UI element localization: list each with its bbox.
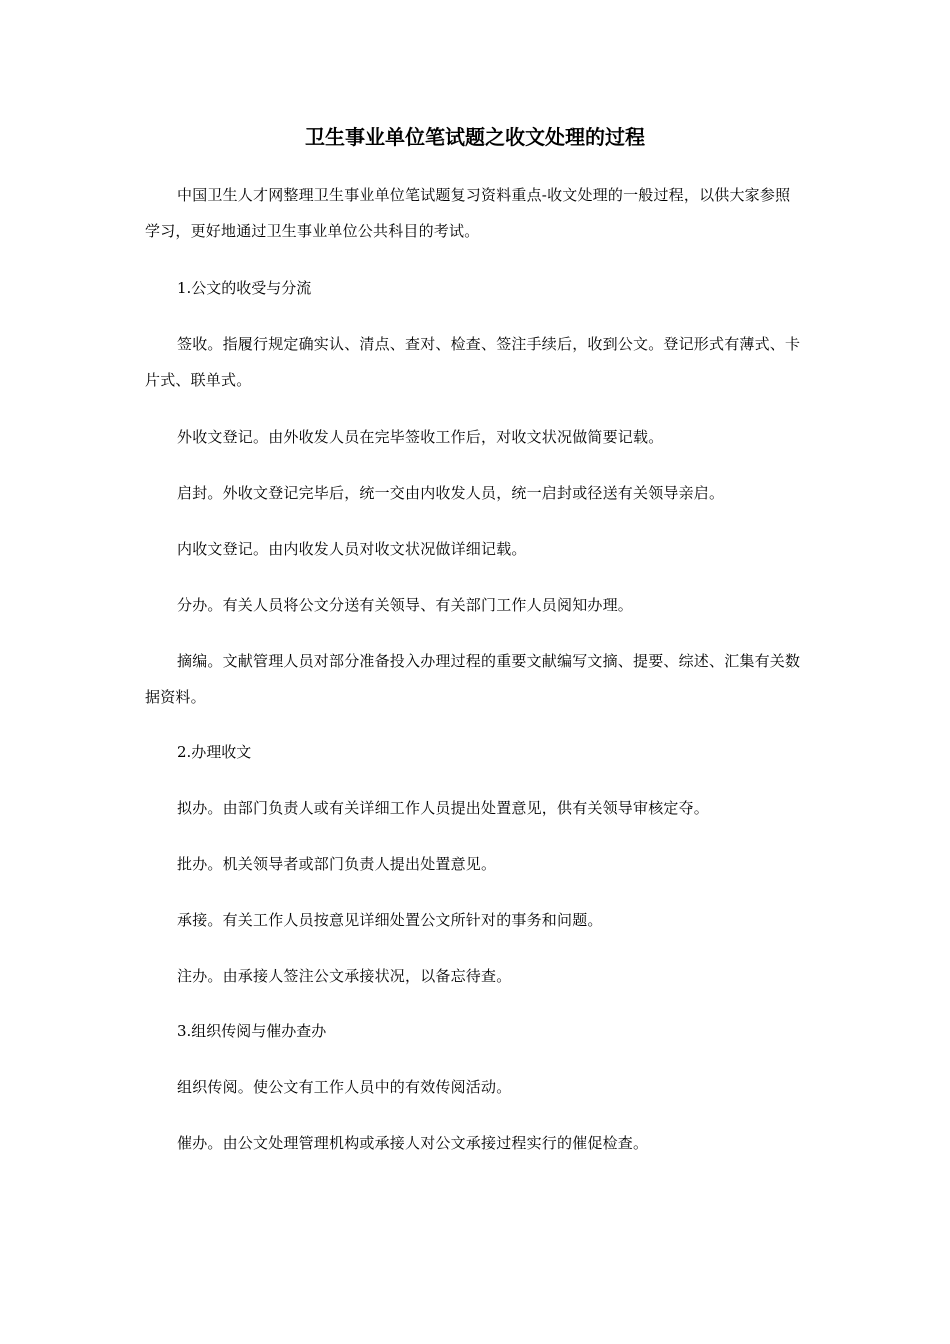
paragraph-unsealing: 启封。外收文登记完毕后，统一交由内收发人员，统一启封或径送有关领导亲启。	[177, 484, 725, 502]
section-heading-3: 3.组织传阅与催办查办	[177, 1022, 327, 1040]
paragraph-abstracting: 摘编。文献管理人员对部分准备投入办理过程的重要文献编写文摘、提要、综述、汇集有关数据资料。	[145, 652, 801, 706]
paragraph-annotation: 注办。由承接人签注公文承接状况，以备忘待查。	[177, 967, 512, 985]
section-heading-1: 1.公文的收受与分流	[177, 279, 312, 297]
paragraph-circulation: 组织传阅。使公文有工作人员中的有效传阅活动。	[177, 1078, 512, 1096]
paragraph-external-registration: 外收文登记。由外收发人员在完毕签收工作后，对收文状况做简要记载。	[177, 428, 664, 446]
paragraph-approval: 批办。机关领导者或部门负责人提出处置意见。	[177, 855, 497, 873]
paragraph-undertaking: 承接。有关工作人员按意见详细处置公文所针对的事务和问题。	[177, 911, 603, 929]
paragraph-internal-registration: 内收文登记。由内收发人员对收文状况做详细记载。	[177, 540, 527, 558]
section-heading-2: 2.办理收文	[177, 743, 252, 761]
intro-paragraph: 中国卫生人才网整理卫生事业单位笔试题复习资料重点-收文处理的一般过程，以供大家参照学习，更好地通过卫生事业单位公共科目的考试。	[145, 186, 791, 240]
document-title: 卫生事业单位笔试题之收文处理的过程	[305, 125, 645, 149]
paragraph-urging: 催办。由公文处理管理机构或承接人对公文承接过程实行的催促检查。	[177, 1134, 649, 1152]
paragraph-distribution: 分办。有关人员将公文分送有关领导、有关部门工作人员阅知办理。	[177, 596, 634, 614]
paragraph-proposal: 拟办。由部门负责人或有关详细工作人员提出处置意见，供有关领导审核定夺。	[177, 799, 710, 817]
paragraph-sign-receipt: 签收。指履行规定确实认、清点、查对、检查、签注手续后，收到公文。登记形式有薄式、卡片式、联单式。	[145, 335, 801, 389]
